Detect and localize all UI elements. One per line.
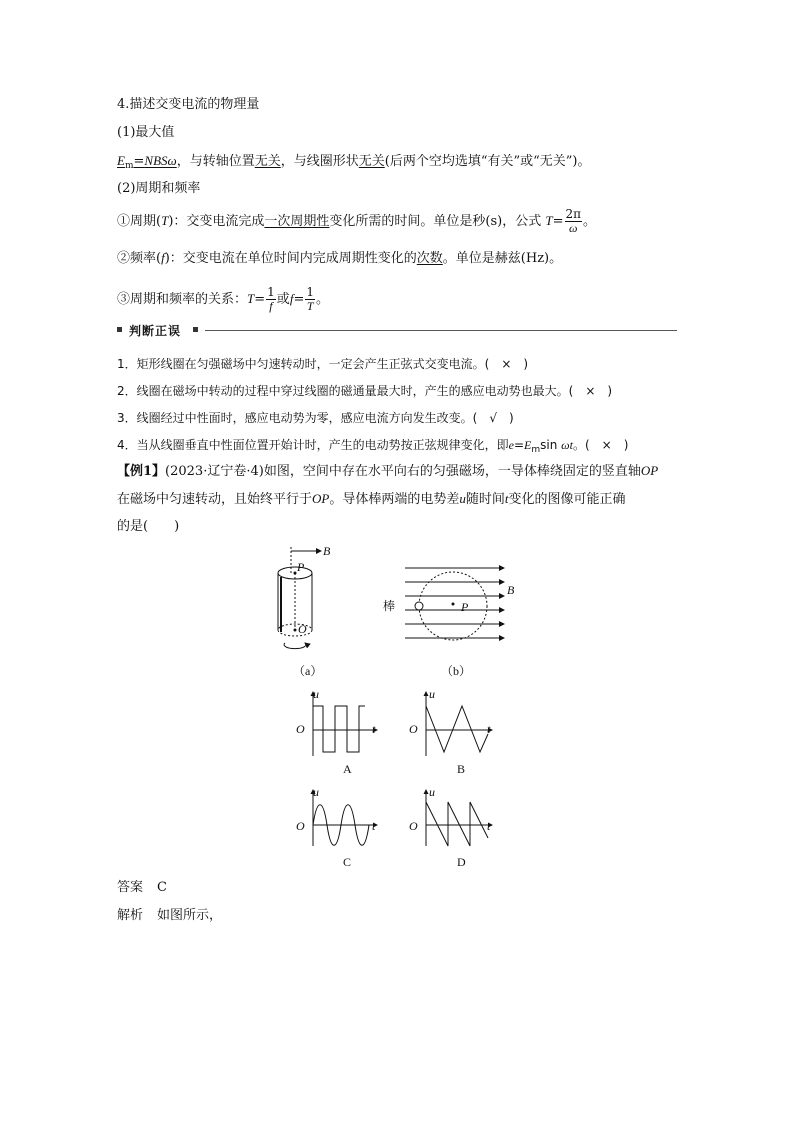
- example-line-2: 在磁场中匀速转动，且始终平行于OP。导体棒两端的电势差u随时间t变化的图像可能正确: [117, 491, 626, 507]
- label-B: B: [323, 544, 331, 558]
- judgment-item: 1．矩形线圈在匀强磁场中匀速转动时，一定会产生正弦式交变电流。( × ): [117, 357, 529, 371]
- label-O: O: [298, 622, 307, 636]
- axis-u: u: [313, 785, 319, 799]
- axis-origin: O: [409, 722, 418, 736]
- blank-answer: 次数: [416, 251, 443, 266]
- label-P: P: [461, 600, 469, 614]
- section-heading: 4.描述交变电流的物理量: [117, 97, 260, 112]
- example-tag: 【例1】: [117, 464, 166, 479]
- axis-u: u: [313, 687, 319, 701]
- axis-t: t: [372, 819, 376, 833]
- option-B-label: B: [457, 762, 466, 776]
- option-A-label: A: [343, 762, 352, 776]
- label-b: （b）: [441, 664, 472, 678]
- judgment-item: 4．当从线圈垂直中性面位置开始计时，产生的电动势按正弦规律变化，即$e=E_m\sin$ ωt。( × ): [117, 438, 629, 455]
- label-P: P: [297, 560, 305, 574]
- fraction: $\frac{1}{f}$: [267, 285, 275, 313]
- period-title: (2)周期和频率: [117, 181, 201, 196]
- label-a: （a）: [293, 664, 323, 678]
- axis-t: t: [372, 722, 376, 736]
- axis-u: u: [429, 687, 435, 701]
- fraction: $\frac{2\pi}{\omega}$: [565, 207, 582, 235]
- axis-t: t: [487, 722, 491, 736]
- judge-title: 判断正误: [129, 324, 182, 338]
- example-line-3: 的是( ): [117, 519, 180, 534]
- fraction: $\frac{1}{T}$: [306, 285, 314, 313]
- analysis-line: 解析 如图所示，: [117, 908, 223, 923]
- max-value-line: $E_m=NBS\omega$，与转轴位置无关，与线圈形状无关(后两个空均选填“有关”或“无关”)。: [117, 153, 591, 171]
- axis-t: t: [487, 819, 491, 833]
- axis-origin: O: [296, 819, 305, 833]
- relation-line: ③周期和频率的关系：T= $\frac{1}{f}$ 或f= $\frac{1}{T}$ 。: [117, 285, 329, 313]
- max-value-title: (1)最大值: [117, 125, 175, 140]
- example-line-1: 【例1】(2023·辽宁卷·4)如图，空间中存在水平向右的匀强磁场，一导体棒绕固定的竖直轴OP: [117, 463, 659, 479]
- divider-rule: [205, 330, 677, 331]
- square-bullet-icon: [117, 327, 122, 332]
- axis-u: u: [429, 785, 435, 799]
- blank-answer: 无关: [358, 154, 385, 169]
- axis-origin: O: [409, 819, 418, 833]
- frequency-line: ②频率(f)：交变电流在单位时间内完成周期性变化的次数。单位是赫兹(Hz)。: [117, 250, 563, 266]
- figure-b-topview: [400, 560, 510, 646]
- square-bullet-icon: [193, 327, 198, 332]
- period-line: ①周期(T)：交变电流完成一次周期性变化所需的时间。单位是秒(s)，公式 T= $\frac{2\pi}{\omega}$ 。: [117, 207, 597, 235]
- graph-option-B: [416, 690, 496, 760]
- option-D-label: D: [457, 855, 466, 869]
- figure-a-cylinder: [265, 543, 345, 655]
- axis-origin: O: [296, 722, 305, 736]
- graph-option-D: [416, 788, 496, 848]
- blank-answer: 无关: [254, 154, 281, 169]
- section-divider: [117, 322, 677, 338]
- answer-line: 答案 C: [117, 880, 167, 895]
- label-rod: 棒: [383, 599, 396, 613]
- label-B: B: [507, 583, 515, 597]
- judgment-item: 3．线圈经过中性面时，感应电动势为零，感应电流方向发生改变。( √ ): [117, 411, 514, 425]
- blank-answer: 一次周期性: [264, 214, 330, 229]
- judgment-item: 2．线圈在磁场中转动的过程中穿过线圈的磁通量最大时，产生的感应电动势也最大。( × ): [117, 384, 613, 398]
- option-C-label: C: [343, 855, 352, 869]
